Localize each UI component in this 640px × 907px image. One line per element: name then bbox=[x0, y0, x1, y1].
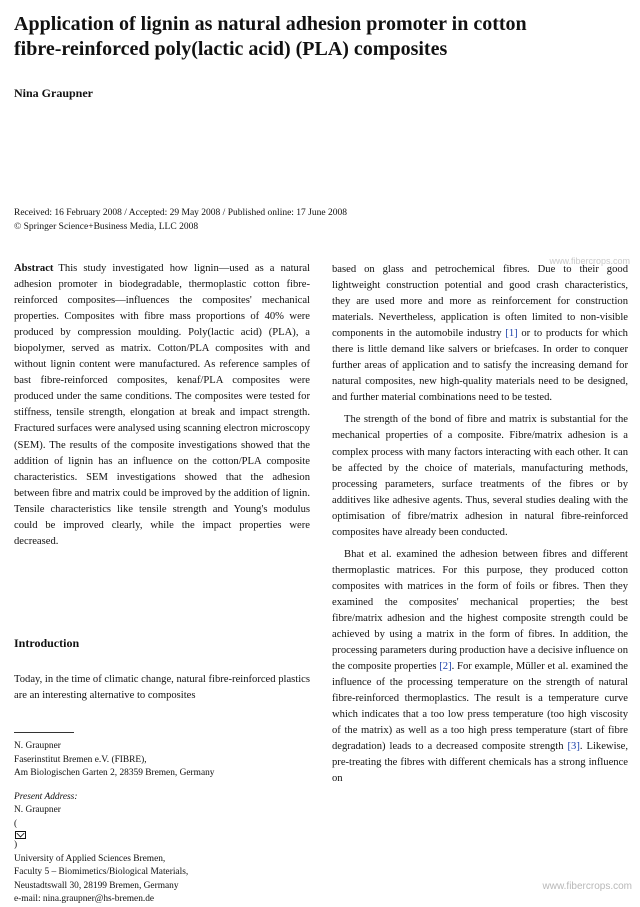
abstract-label: Abstract bbox=[14, 263, 54, 274]
author-affiliation bbox=[14, 740, 214, 907]
right-column bbox=[332, 262, 628, 788]
paragraph-1 bbox=[332, 262, 628, 406]
title-line-2: fibre-reinforced poly(lactic acid) (PLA) composites bbox=[14, 38, 448, 60]
footnote-divider bbox=[14, 732, 74, 733]
citation-3[interactable]: [3] bbox=[567, 741, 580, 753]
affil-university: University of Applied Sciences Bremen, bbox=[14, 853, 166, 864]
publication-dates bbox=[14, 206, 347, 234]
p3-text-b: . For example, Müller et al. examined the influence of the processing temperature on the strength of natural fibre-reinforced thermoplastics. The result is a temperature curve which indicates that a too low press temperature (too high viscosity of the matrix) as well as a too high press temperature (start of fibre degradation) leads to a decreased composite strength bbox=[332, 661, 628, 753]
watermark-bottom: www.fibercrops.com bbox=[542, 881, 632, 892]
p1-text-a: based on glass and petrochemical fibres. Due to their good lightweight construction potential and good crash characteristics, they are used more and more as reinforcement for construction materials. Nevertheless, application is often limited to non-visible components in the automobile industry bbox=[332, 264, 628, 340]
citation-2[interactable]: [2] bbox=[439, 661, 452, 673]
watermark-top: www.fibercrops.com bbox=[549, 256, 630, 266]
affil-spacer bbox=[14, 781, 214, 791]
paragraph-2: The strength of the bond of fibre and matrix is substantial for the mechanical properties of a composite. Fibre/matrix adhesion is a complex process with many factors interacting with each other. It can be affected by the choice of materials, manufacturing methods, processing parameters, surface treatments of the fibres or by additives like adhesive agents. Thus, several studies dealing with the optimisation of fibre/matrix adhesion in natural fibre-reinforced composites have already been conducted. bbox=[332, 414, 628, 538]
affil-name: N. Graupner bbox=[14, 741, 61, 751]
p3-text-a: Bhat et al. examined the adhesion between fibres and different thermoplastic matrices. For this purpose, they produced cotton composites with matrices in the form of foils or fibres. Then they examined the composites' mechanical properties; the best fibre/matrix adhesion and the highest composite strength could be achieved by using a matrix in the form of fibres. In addition, the processing parameters during production have a decisive influence on the composite properties bbox=[332, 548, 628, 673]
affil-email[interactable]: e-mail: nina.graupner@hs-bremen.de bbox=[14, 894, 155, 904]
author-name: Nina Graupner bbox=[14, 86, 94, 100]
received-accepted-published: Received: 16 February 2008 / Accepted: 29 May 2008 / Published online: 17 June 2008 bbox=[14, 208, 347, 218]
citation-1[interactable]: [1] bbox=[505, 328, 518, 340]
p1-text-b: or to products for which there is little demand like salvers or briefcases. In order to conquer further areas of application and to satisfy the increasing demand for natural composites, new high-quality materials need to be designed, and further material combinations need to be tested. bbox=[332, 328, 628, 404]
affil-institute: Faserinstitut Bremen e.V. (FIBRE), bbox=[14, 754, 147, 765]
present-name: N. Graupner bbox=[14, 805, 61, 815]
abstract-column bbox=[14, 261, 310, 550]
article-title bbox=[14, 12, 614, 62]
title-line-1: Application of lignin as natural adhesion promoter in cotton bbox=[14, 13, 527, 35]
present-address-label: Present Address: bbox=[14, 791, 78, 802]
abstract bbox=[14, 261, 310, 550]
affil-address: Am Biologischen Garten 2, 28359 Bremen, Germany bbox=[14, 768, 215, 778]
introduction-text: Today, in the time of climatic change, natural fibre-reinforced plastics are an interesting alternative to composites bbox=[14, 674, 310, 702]
paragraph-3 bbox=[332, 547, 628, 788]
envelope-icon bbox=[15, 831, 26, 839]
copyright-line: © Springer Science+Business Media, LLC 2008 bbox=[14, 222, 199, 232]
affil-street: Neustadtswall 30, 28199 Bremen, Germany bbox=[14, 880, 179, 891]
p3-text-c: . Likewise, pre-treating the fibres with different chemicals has a strong influence on bbox=[332, 741, 628, 785]
present-name-row: N. Graupner ( ) bbox=[14, 804, 214, 853]
abstract-text: This study investigated how lignin—used as a natural adhesion promoter in biodegradable, thermoplastic cotton fibre-reinforced composites—influences the composites' mechanical properties. Composites with fibre mass proportions of 40% were produced by compression moulding. Poly(lactic acid) (PLA), a biopolymer, served as matrix. Cotton/PLA composites with and without lignin content were manufactured. As reference samples of bast fibre-reinforced composites, kenaf/PLA composites were produced under the same conditions. The composites were tested for stiffness, tensile strength, elongation at break and impact strength. Fractured surfaces were analysed using scanning electron microscopy (SEM). The results of the composite investigations showed that the addition of lignin has an influence on the cotton/PLA composite characteristics. SEM investigations showed that the adhesion between fibre and matrix could be improved by the addition of lignin. Tensile characteristics like tensile strength and Young's modulus could be improved clearly, while the impact properties were decreased. bbox=[14, 263, 310, 547]
affil-faculty: Faculty 5 – Biomimetics/Biological Materials, bbox=[14, 867, 189, 877]
introduction-heading: Introduction bbox=[14, 636, 80, 650]
